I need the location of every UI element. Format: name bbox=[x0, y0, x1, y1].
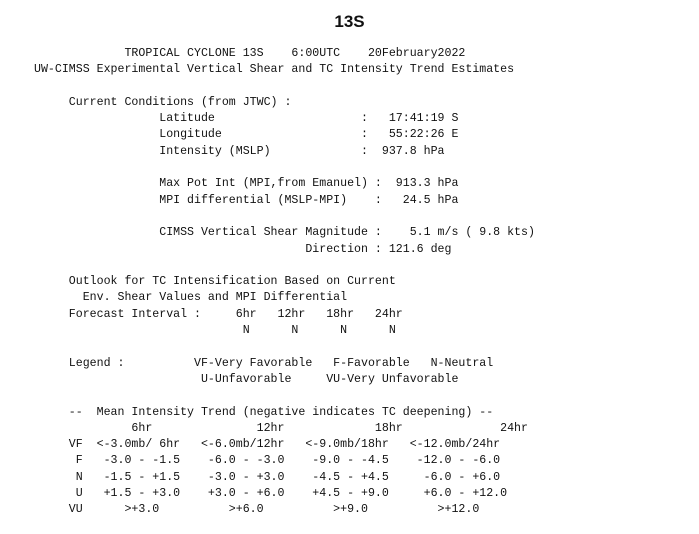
shear-magnitude-row: CIMSS Vertical Shear Magnitude : 5.1 m/s ( 9.8 kts) bbox=[34, 226, 535, 240]
outlook-line-2: Env. Shear Values and MPI Differential bbox=[34, 291, 348, 305]
spacer bbox=[34, 339, 535, 355]
mpi-row: Max Pot Int (MPI,from Emanuel) : 913.3 hPa bbox=[34, 177, 459, 191]
shear-report bbox=[34, 46, 535, 519]
spacer bbox=[34, 258, 535, 274]
page-title: 13S bbox=[334, 12, 365, 31]
forecast-interval-values: N N N N bbox=[34, 324, 396, 338]
legend-line-2: U-Unfavorable VU-Very Unfavorable bbox=[34, 372, 459, 386]
mpi-differential-row: MPI differential (MSLP-MPI) : 24.5 hPa bbox=[34, 193, 459, 207]
trend-heading: -- Mean Intensity Trend (negative indicates TC deepening) -- bbox=[34, 405, 494, 419]
longitude-row: Longitude : 55:22:26 E bbox=[34, 128, 459, 142]
trend-row-u: U +1.5 - +3.0 +3.0 - +6.0 +4.5 - +9.0 +6.0 - +12.0 bbox=[34, 487, 508, 501]
header-line-2: UW-CIMSS Experimental Vertical Shear and TC Intensity Trend Estimates bbox=[34, 63, 515, 77]
forecast-interval-header: Forecast Interval : 6hr 12hr 18hr 24hr bbox=[34, 307, 403, 321]
trend-row-vu: VU >+3.0 >+6.0 >+9.0 >+12.0 bbox=[34, 503, 480, 517]
header-line-1: TROPICAL CYCLONE 13S 6:00UTC 20February2022 bbox=[34, 47, 466, 60]
trend-row-n: N -1.5 - +1.5 -3.0 - +3.0 -4.5 - +4.5 -6.0 - +6.0 bbox=[34, 470, 501, 484]
shear-direction-row: Direction : 121.6 deg bbox=[34, 242, 452, 256]
trend-row-f: F -3.0 - -1.5 -6.0 - -3.0 -9.0 - -4.5 -12.0 - -6.0 bbox=[34, 454, 501, 468]
outlook-line-1: Outlook for TC Intensification Based on Current bbox=[34, 275, 396, 289]
legend-line-1: Legend : VF-Very Favorable F-Favorable N-Neutral bbox=[34, 356, 494, 370]
spacer bbox=[34, 209, 535, 225]
trend-row-vf: VF <-3.0mb/ 6hr <-6.0mb/12hr <-9.0mb/18hr <-12.0mb/24hr bbox=[34, 438, 501, 452]
intensity-row: Intensity (MSLP) : 937.8 hPa bbox=[34, 144, 445, 158]
current-conditions-heading: Current Conditions (from JTWC) : bbox=[34, 95, 292, 109]
spacer bbox=[34, 79, 535, 95]
spacer bbox=[34, 160, 535, 176]
latitude-row: Latitude : 17:41:19 S bbox=[34, 112, 459, 126]
trend-columns: 6hr 12hr 18hr 24hr bbox=[34, 421, 528, 435]
spacer bbox=[34, 388, 535, 404]
